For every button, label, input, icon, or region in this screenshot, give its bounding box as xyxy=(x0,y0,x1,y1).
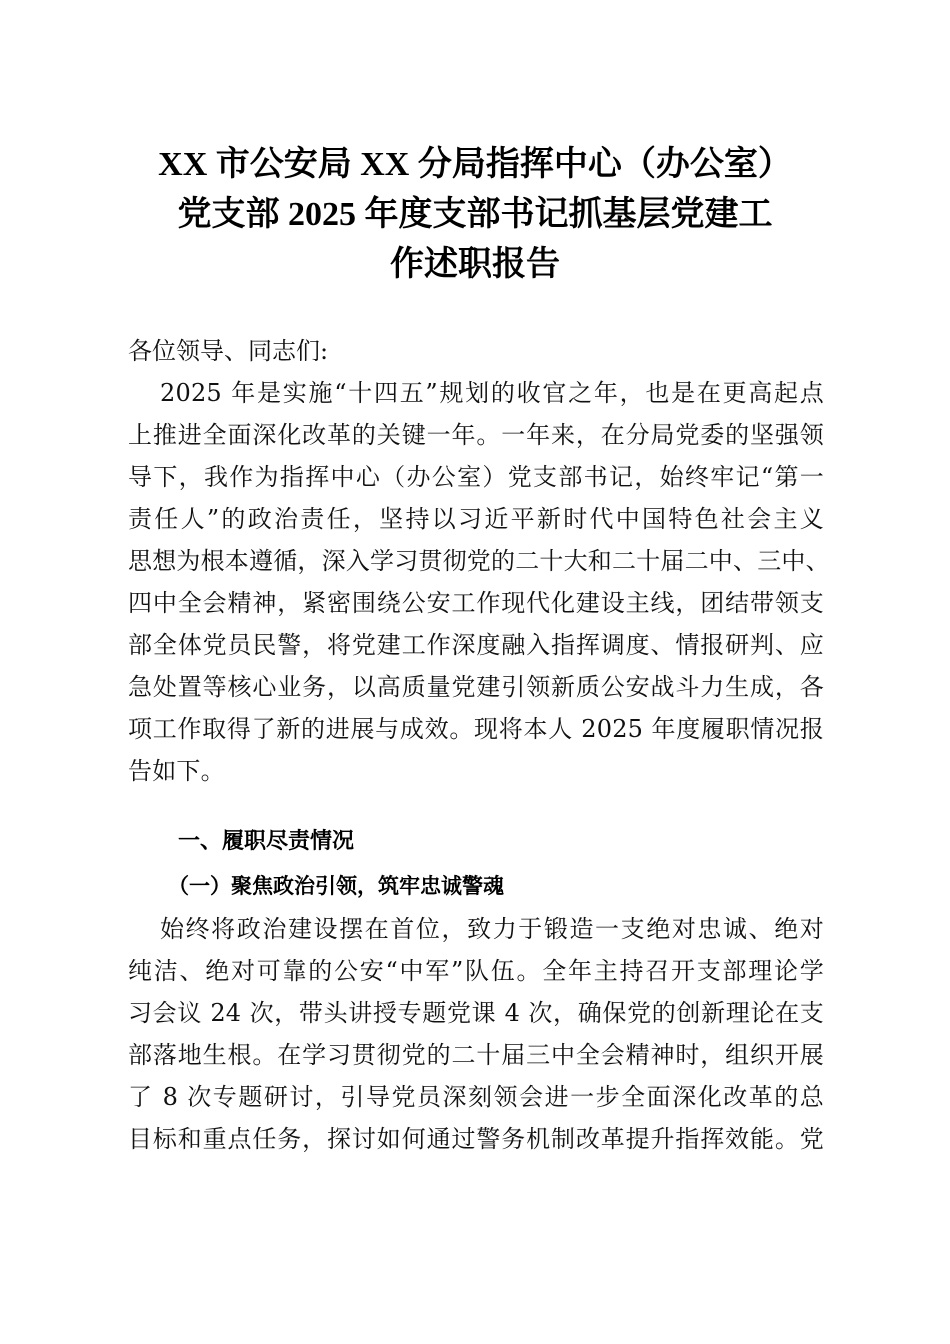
paragraph-line: 了 8 次专题研讨，引导党员深刻领会进一步全面深化改革的总 xyxy=(128,1083,824,1111)
title-line-2: 党支部 2025 年度支部书记抓基层党建工 xyxy=(177,196,773,233)
intro-paragraph xyxy=(128,372,830,792)
document-title xyxy=(110,140,840,290)
paragraph-line: 纯洁、绝对可靠的公安“中军”队伍。全年主持召开支部理论学 xyxy=(128,957,824,985)
paragraph-line: 习会议 24 次，带头讲授专题党课 4 次，确保党的创新理论在支 xyxy=(128,999,824,1027)
section-heading: 一、履职尽责情况 xyxy=(178,829,355,854)
paragraph-line: 告如下。 xyxy=(128,757,225,785)
paragraph-line: 四中全会精神，紧密围绕公安工作现代化建设主线，团结带领支 xyxy=(128,589,824,617)
salutation: 各位领导、同志们: xyxy=(128,337,329,365)
paragraph-line: 急处置等核心业务，以高质量党建引领新质公安战斗力生成，各 xyxy=(128,673,824,701)
title-line-3: 作述职报告 xyxy=(390,246,560,283)
section-paragraph xyxy=(128,908,824,1160)
title-line-1: XX 市公安局 XX 分局指挥中心（办公室） xyxy=(158,146,792,183)
paragraph-line: 部全体党员民警，将党建工作深度融入指挥调度、情报研判、应 xyxy=(128,631,824,659)
paragraph-line: 部落地生根。在学习贯彻党的二十届三中全会精神时，组织开展 xyxy=(128,1041,824,1069)
paragraph-line: 责任人”的政治责任，坚持以习近平新时代中国特色社会主义 xyxy=(128,505,824,533)
paragraph-line: 项工作取得了新的进展与成效。现将本人 2025 年度履职情况报 xyxy=(128,715,824,743)
paragraph-line: 思想为根本遵循，深入学习贯彻党的二十大和二十届二中、三中、 xyxy=(128,547,830,575)
paragraph-line: 导下，我作为指挥中心（办公室）党支部书记，始终牢记“第一 xyxy=(128,463,824,491)
paragraph-line: 目标和重点任务，探讨如何通过警务机制改革提升指挥效能。党 xyxy=(128,1125,824,1153)
paragraph-line: 2025 年是实施“十四五”规划的收官之年，也是在更高起点 xyxy=(160,379,824,407)
subsection-heading: （一）聚焦政治引领，筑牢忠诚警魂 xyxy=(168,873,504,898)
paragraph-line: 上推进全面深化改革的关键一年。一年来，在分局党委的坚强领 xyxy=(128,421,824,449)
paragraph-line: 始终将政治建设摆在首位，致力于锻造一支绝对忠诚、绝对 xyxy=(160,915,824,943)
